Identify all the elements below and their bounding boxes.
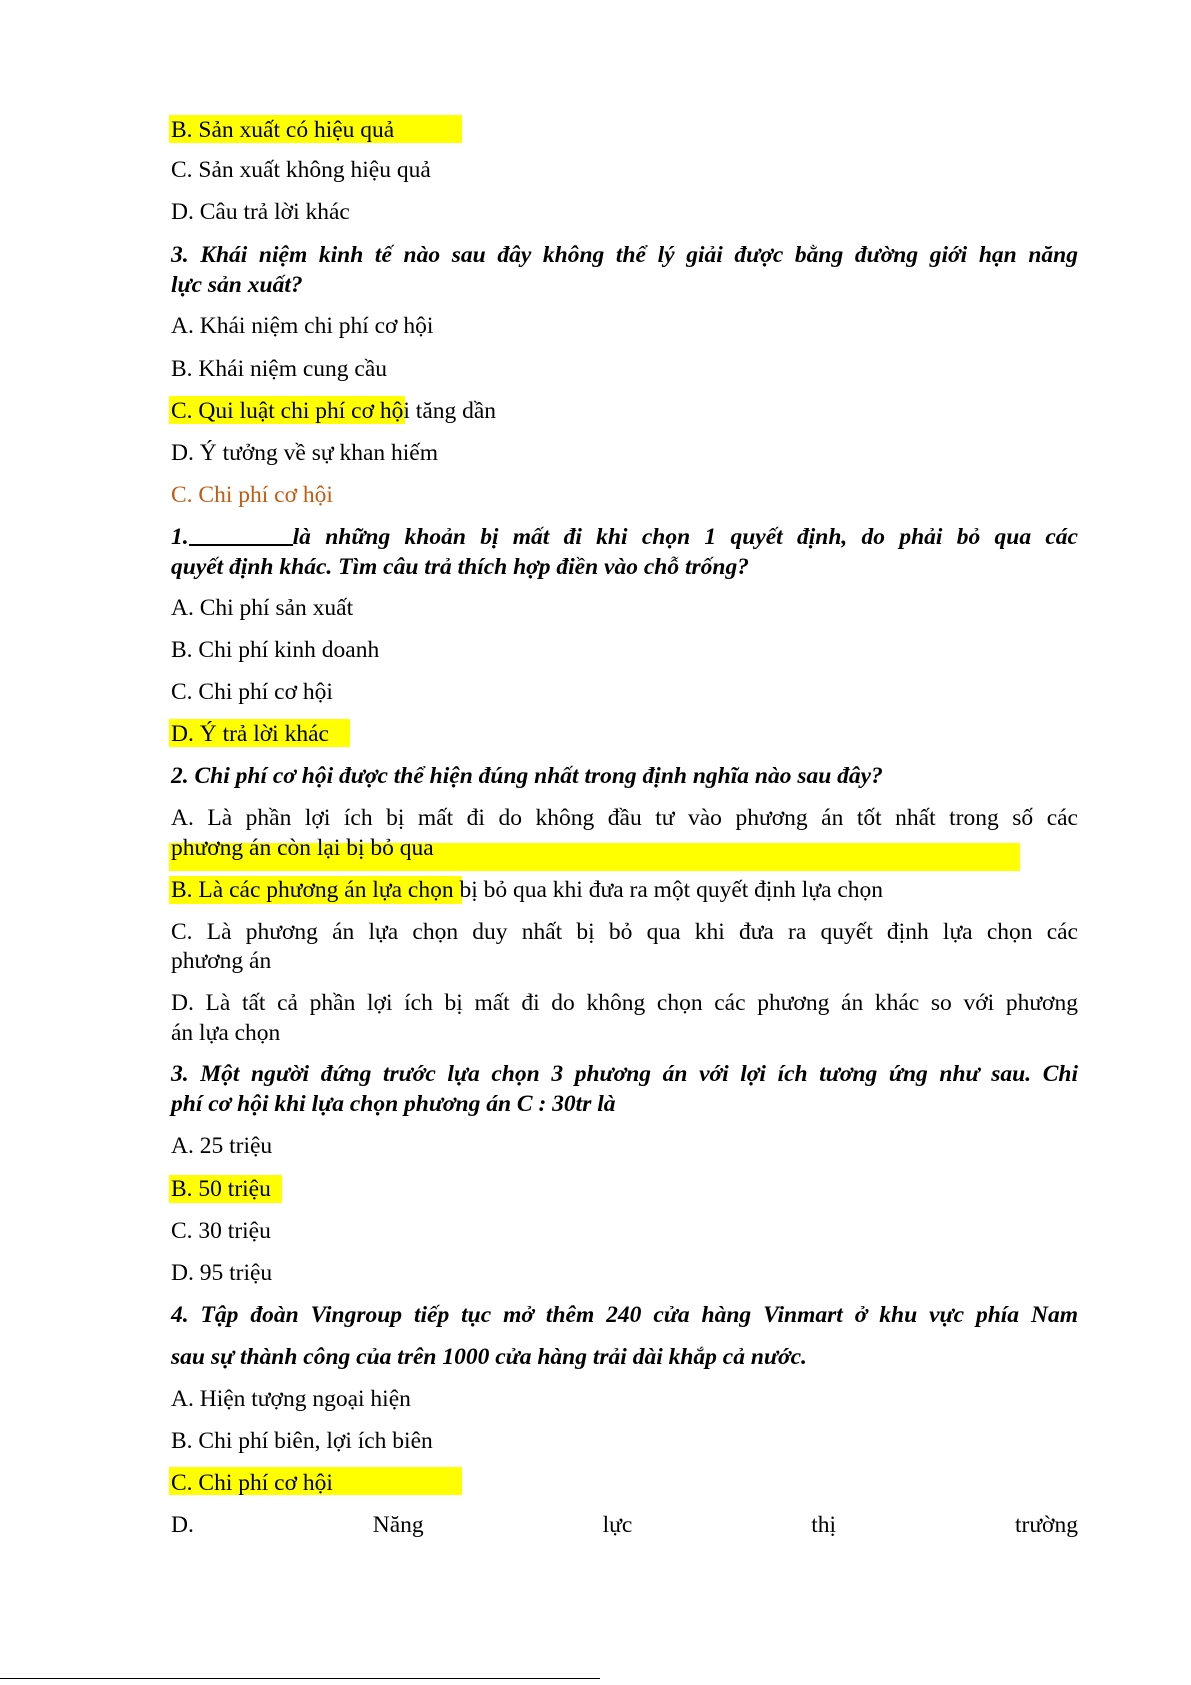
question-text: lực sản xuất? [171,272,303,298]
answer-option: C. Chi phí cơ hội [171,679,333,705]
answer-option: D. Ý tưởng về sự khan hiếm [171,440,438,466]
question-text: 3. Một người đứng trước lựa chọn 3 phương án với lợi ích tương ứng như sau. Chi [171,1061,1078,1087]
answer-option: B. Sản xuất có hiệu quả [171,117,395,143]
answer-option: C. Là phương án lựa chọn duy nhất bị bỏ qua khi đưa ra quyết định lựa chọn các [171,919,1078,945]
answer-option: A. Là phần lợi ích bị mất đi do không đầu tư vào phương án tốt nhất trong số các [171,805,1078,831]
question-number: 1. [171,524,189,550]
word: thị [811,1512,837,1538]
answer-option: C. Qui luật chi phí cơ hội tăng dần [171,398,497,424]
word: D. [171,1512,194,1538]
answer-option: C. 30 triệu [171,1218,271,1244]
question-text: quyết định khác. Tìm câu trả thích hợp điền vào chỗ trống? [171,554,749,580]
footnote-rule [0,1678,600,1679]
question-text: sau sự thành công của trên 1000 cửa hàng trải dài khắp cả nước. [171,1344,807,1370]
question-text: 3. Khái niệm kinh tế nào sau đây không thể lý giải được bằng đường giới hạn năng [171,242,1078,268]
answer-option: A. Khái niệm chi phí cơ hội [171,313,434,339]
answer-option: D. Là tất cả phần lợi ích bị mất đi do không chọn các phương án khác so với phương [171,990,1078,1016]
answer-option: B. Chi phí biên, lợi ích biên [171,1428,433,1454]
word: Năng [372,1512,424,1538]
question-text: 4. Tập đoàn Vingroup tiếp tục mở thêm 240 cửa hàng Vinmart ở khu vực phía Nam [171,1302,1078,1328]
question-text: 2. Chi phí cơ hội được thể hiện đúng nhất trong định nghĩa nào sau đây? [171,763,883,789]
answer-option: D. 95 triệu [171,1260,273,1286]
answer-option: A. Hiện tượng ngoại hiện [171,1386,411,1412]
question-text: phí cơ hội khi lựa chọn phương án C : 30tr là [171,1091,616,1117]
answer-option: phương án [171,948,272,974]
answer-option: B. Là các phương án lựa chọn bị bỏ qua khi đưa ra một quyết định lựa chọn [171,877,884,903]
question-text [171,522,1078,552]
word: lực [602,1512,633,1538]
answer-option: B. 50 triệu [171,1176,271,1202]
answer-option: D. Câu trả lời khác [171,199,350,225]
answer-option: D. Ý trả lời khác [171,721,329,747]
answer-option-justified [171,1510,1078,1540]
answer-option: B. Chi phí kinh doanh [171,637,380,663]
question-body: là những khoản bị mất đi khi chọn 1 quyết định, do phải bỏ qua các [292,524,1078,550]
answer-option: A. 25 triệu [171,1133,273,1159]
answer-note: C. Chi phí cơ hội [171,482,333,508]
fill-in-blank [189,522,293,546]
answer-option: A. Chi phí sản xuất [171,595,354,621]
answer-option: phương án còn lại bị bỏ qua [171,835,434,861]
answer-option: C. Chi phí cơ hội [171,1470,333,1496]
answer-option: án lựa chọn [171,1020,281,1046]
answer-option: C. Sản xuất không hiệu quả [171,157,431,183]
word: trường [1014,1512,1078,1538]
answer-option: B. Khái niệm cung cầu [171,356,388,382]
